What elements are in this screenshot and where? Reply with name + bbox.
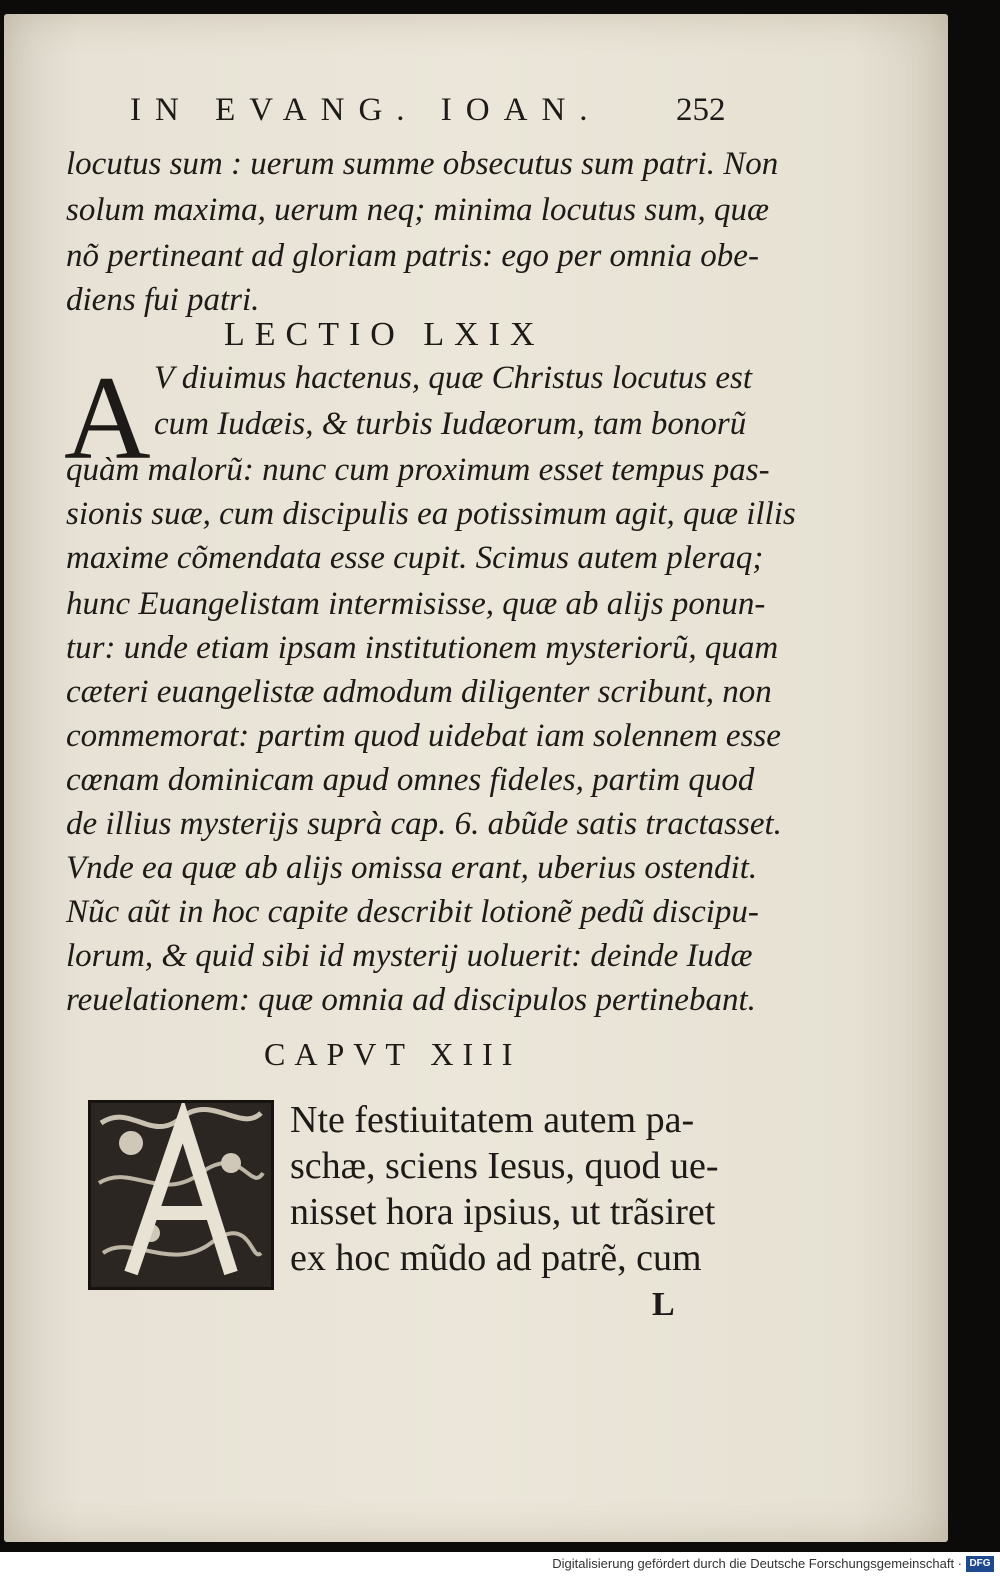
- text-line: nõ pertineant ad gloriam patris: ego per omnia obe-: [66, 238, 759, 274]
- text-line: Nte festiuitatem autem pa-: [290, 1099, 695, 1141]
- drop-cap-initial: A: [64, 351, 151, 484]
- text-line: locutus sum : uerum summe obsecutus sum patri. Non: [66, 146, 779, 182]
- text-line: reuelationem: quæ omnia ad discipulos pertinebant.: [66, 982, 756, 1018]
- text-line: schæ, sciens Iesus, quod ue-: [290, 1145, 719, 1187]
- signature-mark: L: [652, 1286, 675, 1323]
- text-line: hunc Euangelistam intermisisse, quæ ab alijs ponun-: [66, 586, 766, 622]
- text-line: quàm malorũ: nunc cum proximum esset tempus pas-: [66, 452, 770, 488]
- text-line: lorum, & quid sibi id mysterij uoluerit: deinde Iudæ: [66, 938, 753, 974]
- text-line: sionis suæ, cum discipulis ea potissimum agit, quæ illis: [66, 496, 796, 532]
- page-number: 252: [676, 92, 726, 128]
- text-line: de illius mysterijs suprà cap. 6. abũde satis tractasset.: [66, 806, 782, 842]
- text-line: V diuimus hactenus, quæ Christus locutus est: [154, 360, 752, 396]
- text-line: ex hoc mũdo ad patrẽ, cum: [290, 1237, 702, 1279]
- woodcut-initial-a-icon: [88, 1100, 274, 1290]
- text-line: tur: unde etiam ipsam institutionem mysteriorũ, quam: [66, 630, 779, 666]
- text-line: cœnam dominicam apud omnes fideles, partim quod: [66, 762, 755, 798]
- text-line: maxime cõmendata esse cupit. Scimus autem pleraq;: [66, 540, 764, 576]
- running-title: IN EVANG. IOAN.: [130, 92, 602, 128]
- footer-credit: Digitalisierung gefördert durch die Deutsche Forschungsgemeinschaft ·: [552, 1556, 962, 1571]
- text-line: Nũc aũt in hoc capite describit lotionẽ pedũ discipu-: [66, 894, 759, 930]
- text-line: cum Iudæis, & turbis Iudæorum, tam bonorũ: [154, 406, 747, 442]
- text-line: Vnde ea quæ ab alijs omissa erant, uberius ostendit.: [66, 850, 758, 886]
- text-line: cæteri euangelistæ admodum diligenter scribunt, non: [66, 674, 772, 710]
- lectio-heading: LECTIO LXIX: [224, 316, 545, 353]
- dfg-logo-icon: DFG: [966, 1556, 994, 1572]
- text-line: diens fui patri.: [66, 282, 260, 318]
- text-line: solum maxima, uerum neq; minima locutus sum, quæ: [66, 192, 770, 228]
- text-line: commemorat: partim quod uidebat iam solennem esse: [66, 718, 781, 754]
- text-line: nisset hora ipsius, ut trãsiret: [290, 1191, 716, 1233]
- caput-heading: CAPVT XIII: [264, 1036, 522, 1072]
